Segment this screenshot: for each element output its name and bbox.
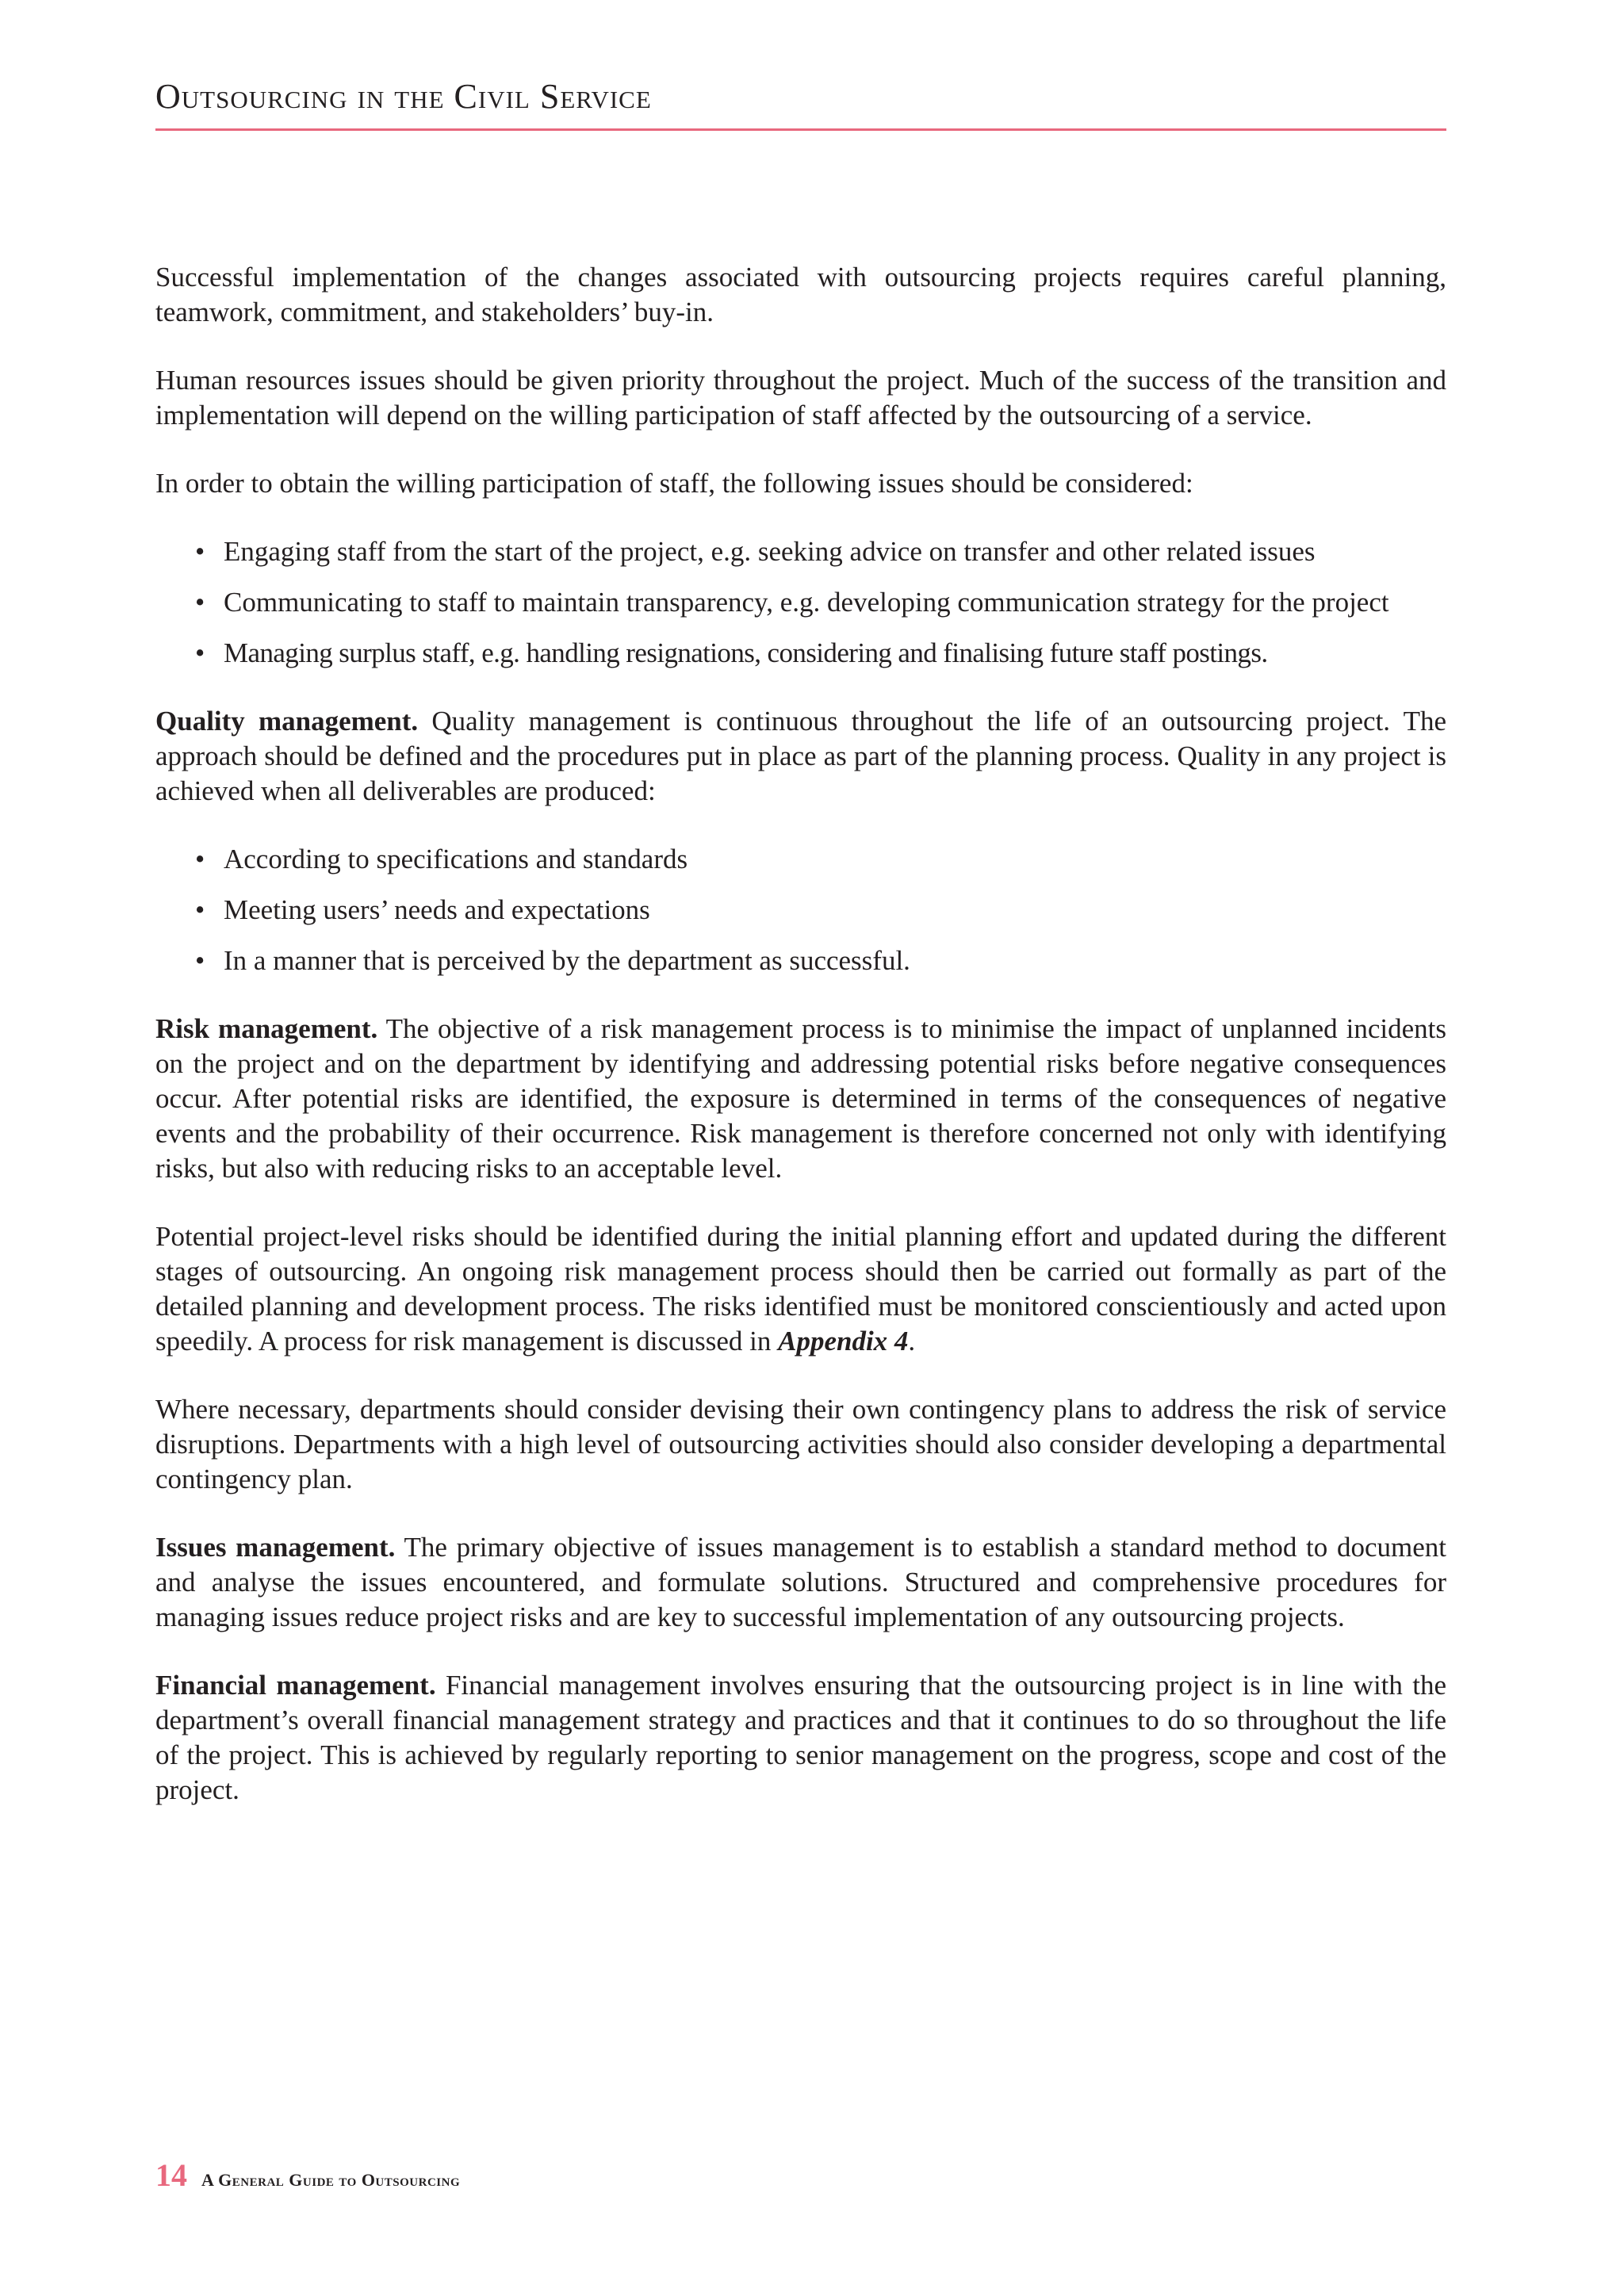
financial-paragraph (155, 1668, 1446, 1808)
hr-paragraph: Human resources issues should be given priority throughout the project. Much of the success of the transition and implementation will depend on the willing participation of staff affected by the outsourcing of a service. (155, 365, 1446, 430)
page-number: 14 (155, 2157, 187, 2193)
intro-paragraph: Successful implementation of the changes associated with outsourcing projects requires careful planning, teamwork, commitment, and stakeholders’ buy-in. (155, 262, 1446, 327)
list-item-text: Meeting users’ needs and expectations (224, 894, 650, 925)
page-footer (155, 2157, 461, 2193)
list-item-text: Managing surplus staff, e.g. handling resignations, considering and finalising future staff postings. (224, 637, 1268, 668)
book-title: A General Guide to Outsourcing (201, 2170, 461, 2190)
section-lead-quality: Quality management. (155, 706, 419, 737)
list-item (155, 943, 1446, 978)
bullet-icon: • (195, 536, 205, 567)
list-item (155, 585, 1446, 620)
staff-intro-paragraph: In order to obtain the willing participation of staff, the following issues should be considered: (155, 468, 1193, 499)
contingency-paragraph: Where necessary, departments should consider devising their own contingency plans to address the risk of service disruptions. Departments with a high level of outsourcing activities should also consider developing a departmental contingency plan. (155, 1394, 1446, 1494)
bullet-icon: • (195, 844, 205, 874)
risk-process-end: . (908, 1326, 916, 1357)
list-item-text: In a manner that is perceived by the department as successful. (224, 945, 910, 976)
bullet-icon: • (195, 945, 205, 976)
page-body (155, 260, 1446, 1841)
quality-paragraph (155, 704, 1446, 809)
bullet-icon: • (195, 587, 205, 618)
financial-text: Financial management involves ensuring that the outsourcing project is in line with the department’s overall financial management strategy and practices and that it continues to do so throughout the life of the project. This is achieved by regularly reporting to senior management on the progress, scope and cost of the project. (155, 1670, 1447, 1805)
list-item-text: Engaging staff from the start of the project, e.g. seeking advice on transfer and other related issues (224, 536, 1316, 567)
list-item (155, 636, 1446, 671)
bullet-icon: • (195, 637, 205, 668)
running-head: Outsourcing in the Civil Service (155, 77, 652, 116)
quality-text: Quality management is continuous throughout the life of an outsourcing project. The approach should be defined and the procedures put in place as part of the planning process. Quality in any project is achieved when all deliverables are produced: (155, 706, 1446, 806)
list-item (155, 534, 1446, 569)
issues-text: The primary objective of issues management is to establish a standard method to document and analyse the issues encountered, and formulate solutions. Structured and comprehensive procedures for managing issues reduce project risks and are key to successful implementation of any outsourcing projects. (155, 1532, 1446, 1632)
list-item (155, 893, 1446, 928)
issues-paragraph (155, 1530, 1446, 1635)
risk-process-text: Potential project-level risks should be identified during the initial planning effort and updated during the different stages of outsourcing. An ongoing risk management process should then be carried out formally as part of the detailed planning and development process. The risks identified must be monitored conscientiously and acted upon speedily. A process for risk management is discussed in (155, 1221, 1446, 1357)
appendix-link[interactable]: Appendix 4 (778, 1326, 909, 1357)
section-lead-risk: Risk management. (155, 1013, 378, 1044)
risk-paragraph (155, 1012, 1446, 1186)
risk-text: The objective of a risk management process is to minimise the impact of unplanned incidents on the project and on the department by identifying and addressing potential risks before negative consequences occur. After potential risks are identified, the exposure is determined in terms of the consequences of negative events and the probability of their occurrence. Risk management is therefore concerned not only with identifying risks, but also with reducing risks to an acceptable level. (155, 1013, 1446, 1184)
section-lead-financial: Financial management. (155, 1670, 436, 1701)
list-item-text: Communicating to staff to maintain transparency, e.g. developing communication strategy for the project (224, 587, 1389, 618)
list-item-text: According to specifications and standards (224, 844, 688, 874)
staff-issues-list (155, 534, 1446, 671)
bullet-icon: • (195, 894, 205, 925)
risk-process-paragraph (155, 1219, 1446, 1359)
header-rule (155, 128, 1446, 131)
section-lead-issues: Issues management. (155, 1532, 396, 1563)
quality-list (155, 842, 1446, 978)
list-item (155, 842, 1446, 877)
